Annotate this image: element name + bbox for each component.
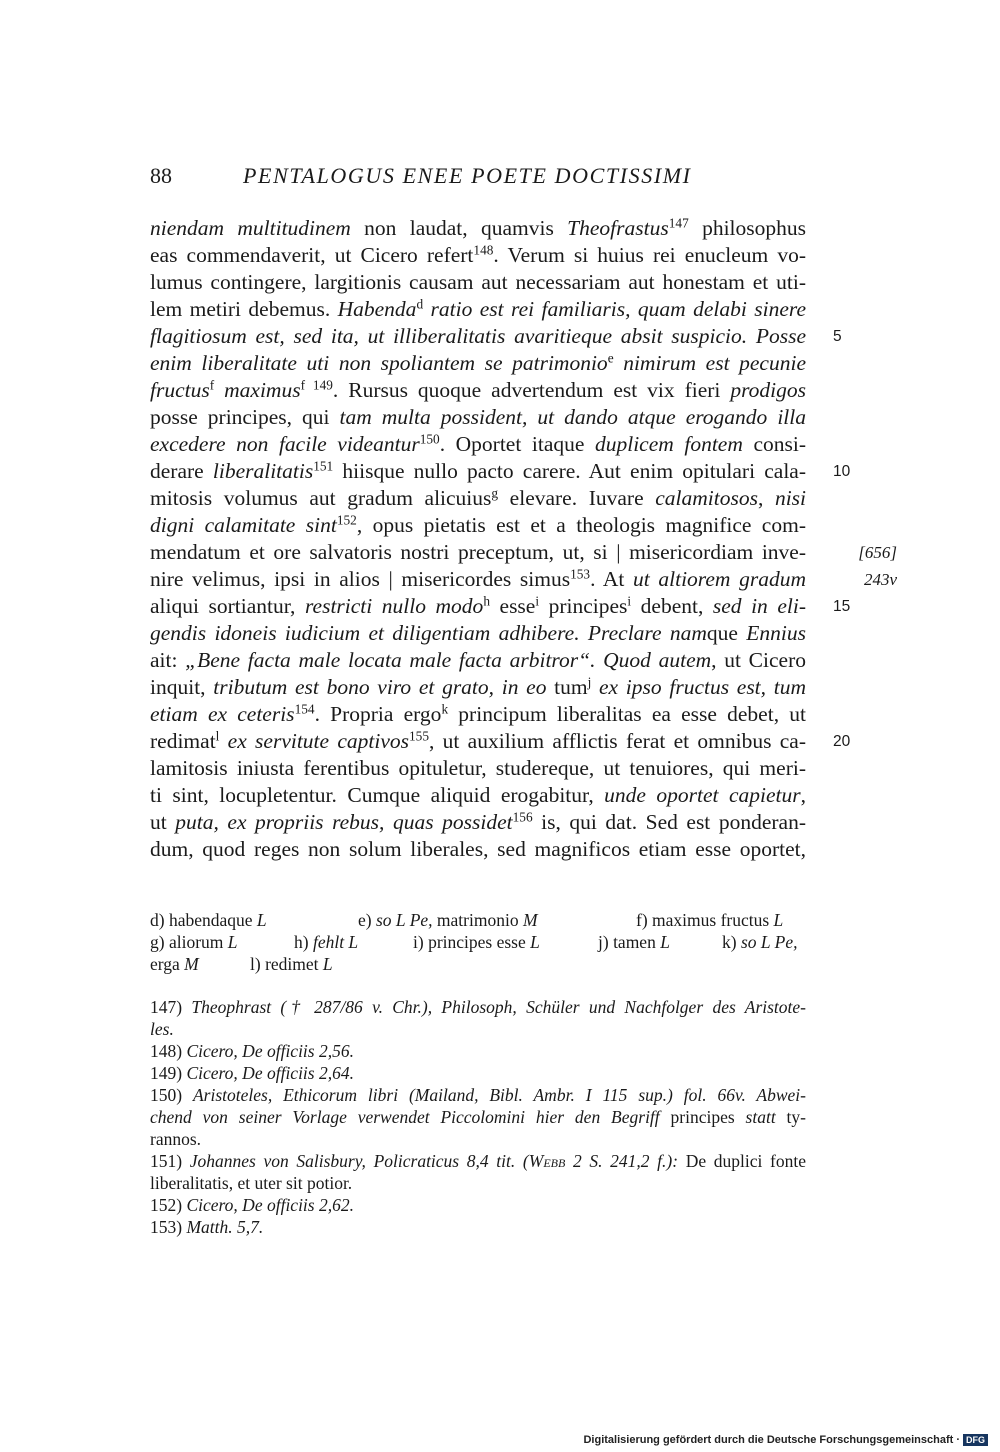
text-line-20: redimat$^l$ ex servitute captivos$^{155}$, ut auxilium afflictis ferat et omnibus ca- (150, 728, 807, 753)
margin-line-number-5: 5 (833, 328, 842, 345)
footnote-152: 152) Cicero, De officiis 2,62. (150, 1195, 354, 1215)
footnote-148: 148) Cicero, De officiis 2,56. (150, 1041, 354, 1061)
apparatus-note-f: f) maximus fructus L (636, 910, 784, 930)
text-line-18: inquit, tributum est bono viro et grato, in eo tum$^j$ ex ipso fructus est, tum (150, 674, 806, 699)
margin-page-reference: [656] (858, 543, 897, 562)
text-line-15: aliqui sortiantur, restricti nullo modo$^h$ esse$^i$ principes$^i$ debent, sed in eli- (150, 593, 806, 618)
text-line-24: dum, quod reges non solum liberales, sed magnificos etiam esse oportet, (150, 837, 806, 861)
margin-line-number-15: 15 (833, 598, 851, 615)
apparatus-note-d: d) habendaque L (150, 910, 267, 930)
text-line-7: fructus$^f$ maximus$^{f 149}$. Rursus quoque advertendum est vix fieri prodigos (150, 377, 807, 402)
footnote-147-cont: les. (150, 1019, 174, 1039)
text-line-9: excedere non facile videantur$^{150}$. Oportet itaque duplicem fontem consi- (150, 431, 807, 456)
apparatus-note-l: l) redimet L (250, 954, 333, 974)
text-line-1: niendam multitudinem non laudat, quamvis Theofrastus$^{147}$ philosophus (150, 215, 806, 240)
margin-folio-reference: 243v (863, 570, 897, 589)
digitization-credit (583, 1434, 988, 1446)
dfg-logo: DFG (963, 1434, 988, 1446)
margin-line-number-20: 20 (833, 733, 851, 750)
text-line-23: ut puta, ex propriis rebus, quas possidet$^{156}$ is, qui dat. Sed est ponderan- (150, 809, 806, 834)
text-line-11: mitosis volumus aut gradum alicuius$^g$ elevare. Iuvare calamitosos, nisi (150, 485, 807, 510)
text-line-12: digni calamitate sint$^{152}$, opus pietatis est et a theologis magnifice com- (150, 512, 806, 537)
text-line-10: derare liberalitatis$^{151}$ hiisque nullo pacto carere. Aut enim opitulari cala- (150, 458, 806, 483)
apparatus-note-k-cont: erga M (150, 954, 199, 974)
text-line-4: lem metiri debemus. Habenda$^d$ ratio est rei familiaris, quam delabi sinere (150, 296, 806, 321)
apparatus-note-h: h) fehlt L (294, 932, 359, 952)
margin-line-number-10: 10 (833, 463, 851, 480)
text-line-22: ti sint, locupletentur. Cumque aliquid erogabitur, unde oportet capietur, (150, 783, 806, 807)
footnote-147: 147) Theophrast († 287/86 v. Chr.), Philosoph, Schüler und Nachfolger des Aristote- (150, 997, 807, 1017)
running-title: PENTALOGUS ENEE POETE DOCTISSIMI (243, 163, 692, 188)
credit-text: Digitalisierung gefördert durch die Deutsche Forschungsgemeinschaft · (583, 1434, 960, 1446)
apparatus-note-k: k) so L Pe, (722, 932, 798, 952)
text-line-2: eas commendaverit, ut Cicero refert$^{148}$. Verum si huius rei enucleum vo- (150, 242, 807, 267)
text-line-3: lumus contingere, largitionis causam aut necessariam aut honestam et uti- (150, 270, 806, 294)
footnote-151-cont: liberalitatis, et uter sit potior. (150, 1173, 353, 1193)
footnote-149: 149) Cicero, De officiis 2,64. (150, 1063, 354, 1083)
text-line-8: posse principes, qui tam multa possident, ut dando atque erogando illa (150, 405, 806, 429)
apparatus-note-j: j) tamen L (598, 932, 670, 952)
apparatus-note-g: g) aliorum L (150, 932, 238, 952)
footnote-150-end: rannos. (150, 1129, 202, 1149)
text-line-19: etiam ex ceteris$^{154}$. Propria ergo$^k$ principum liberalitas ea esse debet, ut (150, 701, 806, 726)
apparatus-note-i: i) principes esse L (413, 932, 540, 952)
footnote-151: 151) Johannes von Salisbury, Policraticus 8,4 tit. (Webb 2 S. 241,2 f.): De duplici fonte (150, 1151, 806, 1171)
text-line-5: flagitiosum est, sed ita, ut illiberalitatis avaritieque absit suspicio. Posse (150, 324, 806, 348)
text-line-17: ait: „Bene facta male locata male facta arbitror“. Quod autem, ut Cicero (150, 648, 806, 672)
text-line-21: lamitosis iniusta ferentibus opituletur, studereque, ut tenuiores, qui meri- (150, 756, 806, 780)
apparatus-note-e: e) so L Pe, matrimonio M (358, 910, 538, 930)
page-number: 88 (150, 163, 172, 188)
text-line-16: gendis idoneis iudicium et diligentiam adhibere. Preclare namque Ennius (150, 621, 806, 645)
footnote-150-cont: chend von seiner Vorlage verwendet Piccolomini hier den Begriff principes statt ty- (150, 1107, 807, 1127)
text-line-13: mendatum et ore salvatoris nostri preceptum, ut, si | misericordiam inve- (150, 540, 806, 564)
text-line-6: enim liberalitate uti non spoliantem se patrimonio$^e$ nimirum est pecunie (150, 350, 806, 375)
text-line-14: nire velimus, ipsi in alios | misericordes simus$^{153}$. At ut altiorem gradum (150, 566, 806, 591)
footnote-153: 153) Matth. 5,7. (150, 1217, 264, 1237)
footnote-150: 150) Aristoteles, Ethicorum libri (Mailand, Bibl. Ambr. I 115 sup.) fol. 66v. Abwei- (150, 1085, 806, 1105)
